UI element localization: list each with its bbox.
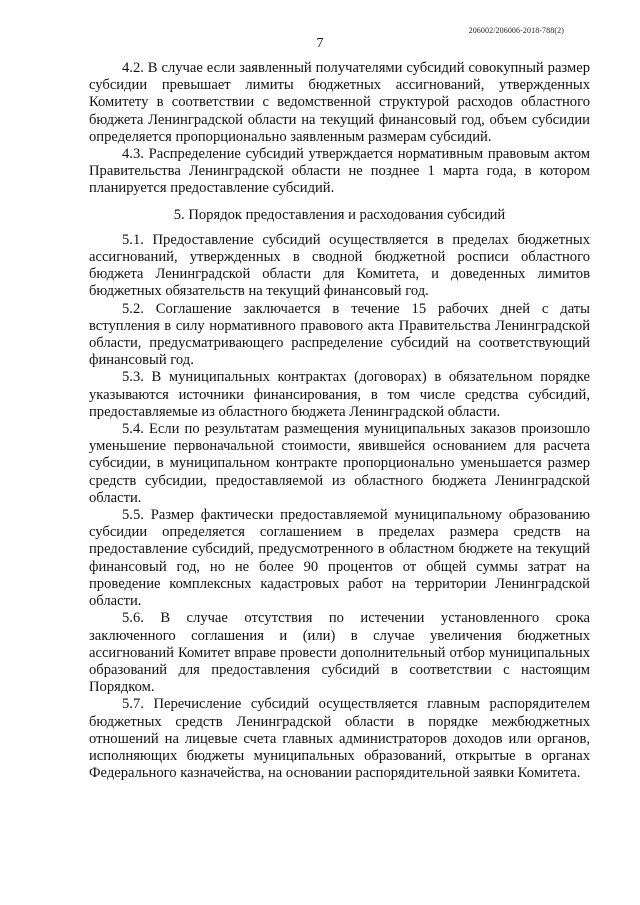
paragraph-4-3: 4.3. Распределение субсидий утверждается нормативным правовым актом Правительства Ленинградской области не позднее 1 марта года, в котором планируется предоставление субсидий. (89, 146, 590, 197)
paragraph-5-2: 5.2. Соглашение заключается в течение 15 рабочих дней с даты вступления в силу нормативного правового акта Правительства Ленинградской области, предусматривающего распределение субсидий на соответствующий финансовый год. (89, 300, 590, 369)
paragraph-5-6: 5.6. В случае отсутствия по истечении установленного срока заключенного соглашения и (или) в случае увеличения бюджетных ассигнований Комитет вправе провести дополнительный отбор муниципальных образований для предоставления субсидий в соответствии с настоящим Порядком. (89, 610, 590, 696)
section-heading: 5. Порядок предоставления и расходования субсидий (173, 206, 506, 223)
paragraph-5-1: 5.1. Предоставление субсидий осуществляется в пределах бюджетных ассигнований, утвержденных в сводной бюджетной росписи областного бюджета Ленинградской области для Комитета, и доведенных лимитов бюджетных обязательств на текущий финансовый год. (89, 231, 590, 300)
paragraph-5-7: 5.7. Перечисление субсидий осуществляется главным распорядителем бюджетных средств Ленинградской области в порядке межбюджетных отношений на лицевые счета главных администраторов доходов или органов, исполняющих бюджеты муниципальных образований, открытые в органах Федерального казначейства, на основании распорядительной заявки Комитета. (89, 696, 590, 782)
paragraph-5-4: 5.4. Если по результатам размещения муниципальных заказов произошло уменьшение первоначальной стоимости, явившейся основанием для расчета субсидии, в муниципальном контракте пропорционально уменьшается размер средств субсидии, предоставляемой из областного бюджета Ленинградской области. (89, 421, 590, 506)
page-number: 7 (316, 36, 324, 51)
paragraph-5-3: 5.3. В муниципальных контрактах (договорах) в обязательном порядке указываются источники финансирования, в том числе средства субсидий, предоставляемые из областного бюджета Ленинградской области. (89, 369, 590, 420)
paragraph-4-2: 4.2. В случае если заявленный получателями субсидий совокупный размер субсидии превышает лимиты бюджетных ассигнований, утвержденных Комитету в соответствии с ведомственной структурой расходов областного бюджета Ленинградской области на текущий финансовый год, объем субсидии определяется пропорционально заявленным размерам субсидий. (89, 60, 590, 145)
paragraph-5-5: 5.5. Размер фактически предоставляемой муниципальному образованию субсидии определяется соглашением в пределах размера средств на предоставление субсидий, предусмотренного в областном бюджете на текущий финансовый год, но не более 90 процентов от общей суммы затрат на проведение комплексных кадастровых работ на территории Ленинградской области. (89, 507, 590, 610)
document-body (89, 60, 590, 782)
document-id: 206002/206006-2018-788(2) (468, 26, 564, 35)
